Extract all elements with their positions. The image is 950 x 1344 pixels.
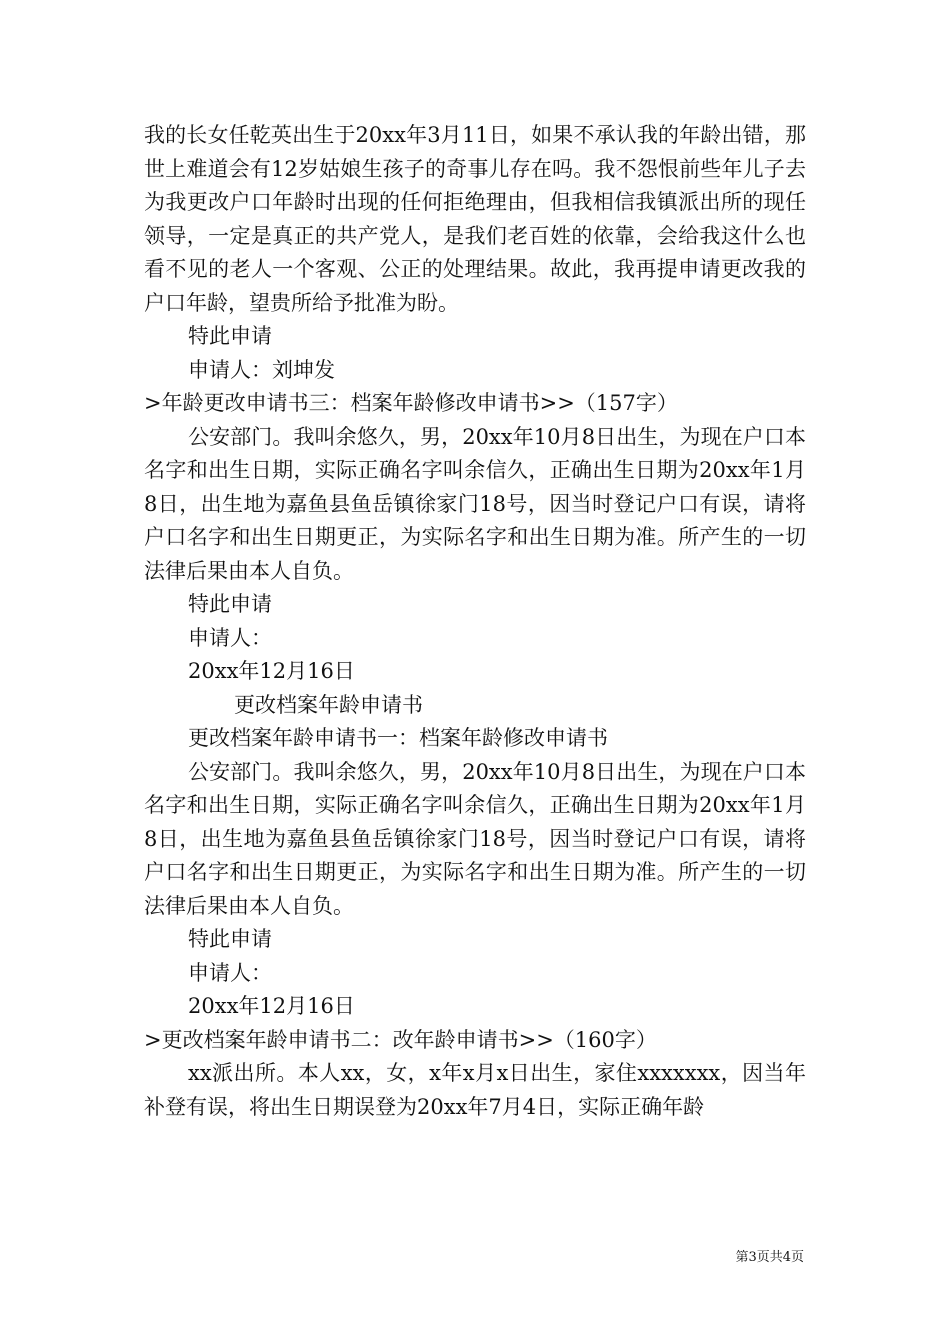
paragraph: 申请人： (188, 960, 272, 985)
paragraph: 特此申请 (188, 592, 272, 616)
paragraph: 20xx年12月16日 (188, 659, 355, 683)
paragraph: 特此申请 (188, 927, 272, 951)
page-number: 第3页共4页 (735, 1250, 804, 1265)
paragraph: >更改档案年龄申请书二：改年龄申请书>>（160字） (144, 1027, 657, 1052)
paragraph: 更改档案年龄申请书一：档案年龄修改申请书 (188, 726, 608, 750)
paragraph: >年龄更改申请书三：档案年龄修改申请书>>（157字） (144, 391, 678, 415)
paragraph: 我的长女任乾英出生于20xx年3月11日，如果不承认我的年龄出错，那世上难道会有12岁姑娘生孩子的奇事儿存在吗。我不怨恨前些年儿子去为我更改户口年龄时出现的任何拒绝理由，但我相信我镇派出所的现任领导，一定是真正的共产党人，是我们老百姓的依靠，会给我这什么也看不见的老人一个客观、公正的处理结果。故此，我再提申请更改我的户口年龄，望贵所给予批准为盼。 (144, 123, 806, 315)
paragraph: 公安部门。我叫余悠久，男，20xx年10月8日出生，为现在户口本名字和出生日期，实际正确名字叫余信久，正确出生日期为20xx年1月8日，出生地为嘉鱼县鱼岳镇徐家门18号，因当时登记户口有误，请将户口名字和出生日期更正，为实际名字和出生日期为准。所产生的一切法律后果由本人自负。 (144, 424, 806, 583)
document-body (144, 119, 806, 1124)
section-title: 更改档案年龄申请书 (234, 692, 423, 717)
paragraph: 公安部门。我叫余悠久，男，20xx年10月8日出生，为现在户口本名字和出生日期，实际正确名字叫余信久，正确出生日期为20xx年1月8日，出生地为嘉鱼县鱼岳镇徐家门18号，因当时登记户口有误，请将户口名字和出生日期更正，为实际名字和出生日期为准。所产生的一切法律后果由本人自负。 (144, 759, 806, 918)
paragraph: xx派出所。本人xx，女，x年x月x日出生，家住xxxxxxx，因当年补登有误，将出生日期误登为20xx年7月4日，实际正确年龄 (144, 1061, 806, 1119)
paragraph: 20xx年12月16日 (188, 994, 355, 1018)
paragraph: 申请人：刘坤发 (188, 357, 335, 382)
paragraph: 申请人： (188, 625, 272, 650)
paragraph: 特此申请 (188, 324, 272, 348)
